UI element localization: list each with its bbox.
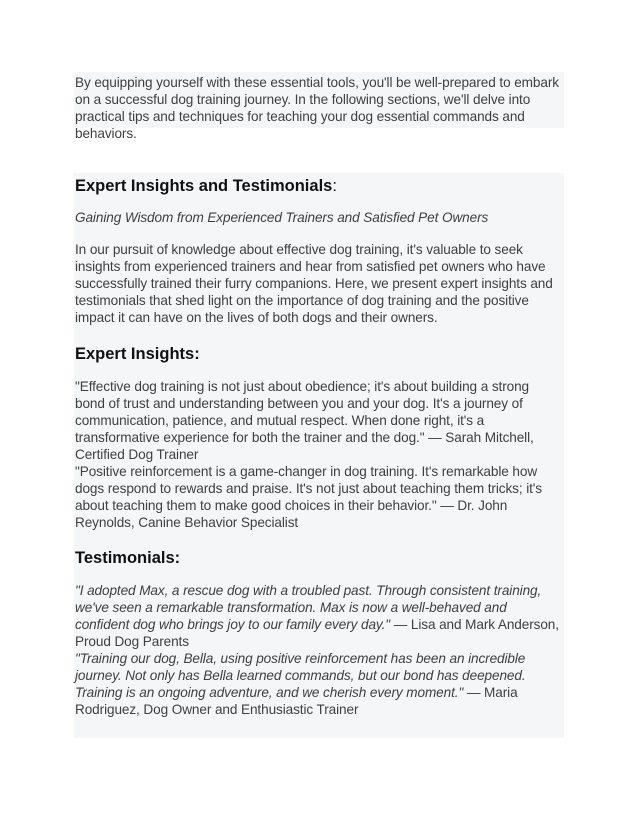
intro-block xyxy=(74,72,564,141)
testimonial-1 xyxy=(75,582,560,650)
expert-quote-1: "Effective dog training is not just about obedience; it's about building a strong bond of trust and understanding between you and your dog. It's a journey of communication, patience, and mutual respect. When done right, it's a transformative experience for both the trainer and the dog." — Sarah Mitchell, Certified Dog Trainer xyxy=(75,379,534,462)
testimonials-heading: Testimonials: xyxy=(75,549,181,567)
section-title xyxy=(75,176,337,196)
testimonial-1-attribution: — Lisa and Mark Anderson, Proud Dog Parents xyxy=(75,617,559,649)
section-intro-paragraph: In our pursuit of knowledge about effective dog training, it's valuable to seek insights from experienced trainers and hear from satisfied pet owners who have successfully trained their furry companions. Here, we present expert insights and testimonials that shed light on the importance of dog training and the positive impact it can have on the lives of both dogs and their owners. xyxy=(75,242,553,325)
expert-insights-heading: Expert Insights: xyxy=(75,345,200,363)
testimonial-2-quote: "Training our dog, Bella, using positive reinforcement has been an incredible journey. Not only has Bella learned commands, but our bond has deepened. Training is an ongoing adventure, and we cherish every moment." xyxy=(75,651,526,700)
testimonial-2 xyxy=(75,650,560,718)
intro-paragraph: By equipping yourself with these essential tools, you'll be well-prepared to embark on a successful dog training journey. In the following sections, we'll delve into practical tips and techniques for teaching your dog essential commands and behaviors. xyxy=(75,75,559,141)
section-title-colon: : xyxy=(332,177,337,195)
section-title-text: Expert Insights and Testimonials xyxy=(75,177,333,195)
testimonial-2-attribution: — Maria Rodriguez, Dog Owner and Enthusiastic Trainer xyxy=(75,685,518,717)
testimonial-1-quote: "I adopted Max, a rescue dog with a troubled past. Through consistent training, we've seen a remarkable transformation. Max is now a well-behaved and confident dog who brings joy to our family every day." xyxy=(75,583,542,632)
expert-insights-section xyxy=(74,173,564,738)
section-subtitle: Gaining Wisdom from Experienced Trainers and Satisfied Pet Owners xyxy=(75,210,489,225)
expert-quote-2: "Positive reinforcement is a game-changer in dog training. It's remarkable how dogs respond to rewards and praise. It's not just about teaching them tricks; it's about teaching them to make good choices in their behavior." — Dr. John Reynolds, Canine Behavior Specialist xyxy=(75,464,542,530)
